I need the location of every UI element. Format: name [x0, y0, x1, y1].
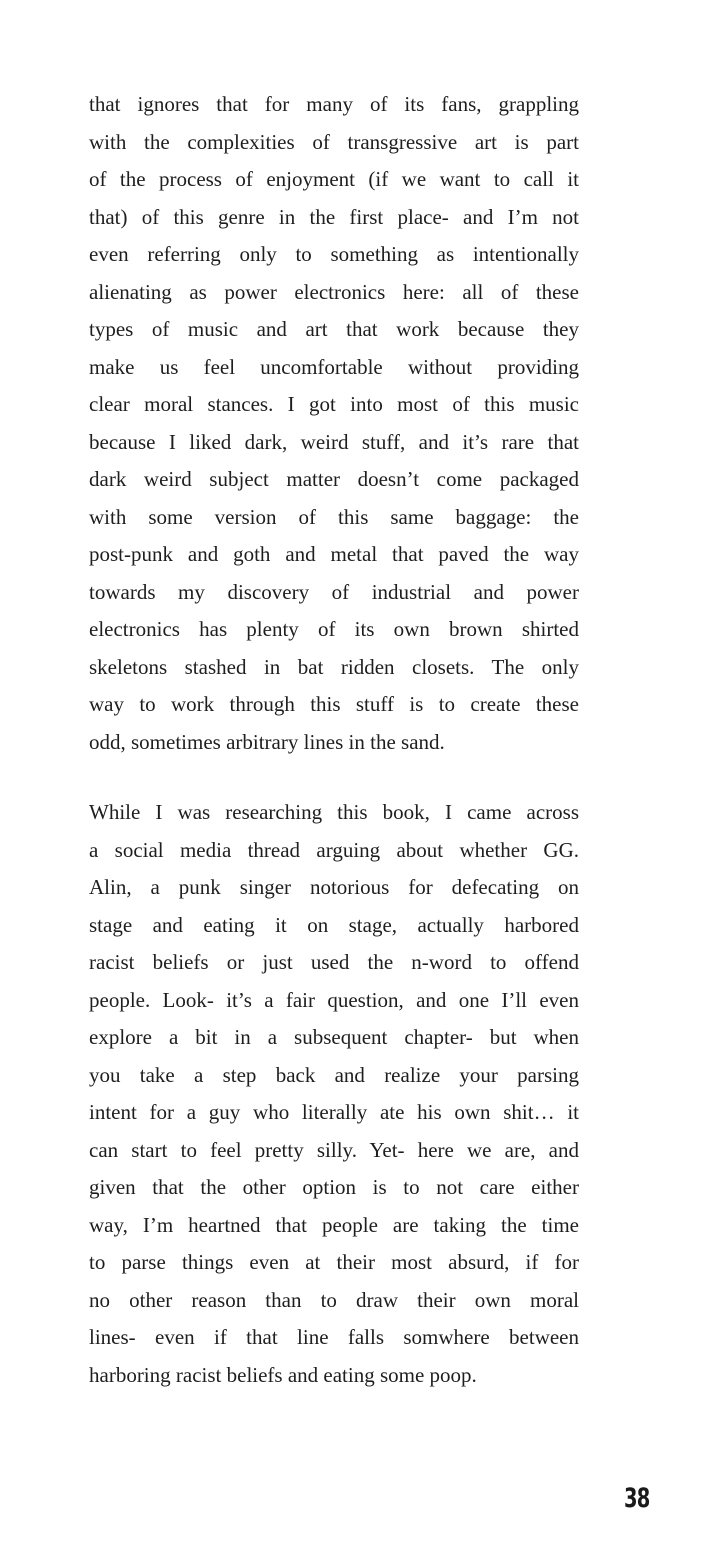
- text-line: with the complexities of transgressive art is part: [89, 129, 579, 154]
- text-line: clear moral stances. I got into most of this music: [89, 392, 579, 416]
- paragraph-2: [89, 794, 579, 1394]
- text-line: dark weird subject matter doesn’t come packaged: [89, 467, 579, 491]
- text-line: Alin, a punk singer notorious for defecating on: [89, 875, 579, 899]
- text-line: electronics has plenty of its own brown shirted: [89, 617, 579, 641]
- page-number: 38: [624, 1483, 650, 1514]
- text-line: way, I’m heartned that people are taking the time: [89, 1212, 579, 1237]
- paragraph-1: [89, 86, 579, 761]
- text-line: alienating as power electronics here: all of these: [89, 279, 579, 304]
- text-line: odd, sometimes arbitrary lines in the sand.: [89, 729, 445, 754]
- text-line: stage and eating it on stage, actually harbored: [89, 912, 579, 937]
- text-line: types of music and art that work because they: [89, 317, 579, 341]
- text-line: you take a step back and realize your parsing: [89, 1062, 579, 1087]
- text-line: with some version of this same baggage: the: [89, 504, 579, 529]
- text-line: While I was researching this book, I came across: [89, 800, 579, 824]
- text-line: of the process of enjoyment (if we want to call it: [89, 167, 579, 191]
- text-line: because I liked dark, weird stuff, and it’s rare that: [89, 429, 579, 454]
- text-line: harboring racist beliefs and eating some poop.: [89, 1362, 477, 1387]
- text-line: racist beliefs or just used the n-word to offend: [89, 950, 579, 974]
- text-line: no other reason than to draw their own moral: [89, 1287, 579, 1312]
- text-line: people. Look- it’s a fair question, and one I’ll even: [89, 987, 579, 1012]
- text-line: a social media thread arguing about whether GG.: [89, 837, 579, 862]
- text-line: can start to feel pretty silly. Yet- here we are, and: [89, 1137, 579, 1162]
- text-line: explore a bit in a subsequent chapter- but when: [89, 1025, 579, 1049]
- text-line: to parse things even at their most absurd, if for: [89, 1250, 579, 1274]
- text-line: given that the other option is to not care either: [89, 1175, 579, 1199]
- text-line: towards my discovery of industrial and power: [89, 579, 579, 604]
- text-line: that) of this genre in the first place- and I’m not: [89, 204, 579, 229]
- text-line: even referring only to something as intentionally: [89, 242, 579, 266]
- text-line: way to work through this stuff is to create these: [89, 692, 579, 716]
- text-line: lines- even if that line falls somwhere between: [89, 1325, 579, 1349]
- text-line: make us feel uncomfortable without providing: [89, 354, 579, 379]
- text-line: post-punk and goth and metal that paved the way: [89, 542, 579, 566]
- text-line: that ignores that for many of its fans, grappling: [89, 92, 579, 116]
- text-line: skeletons stashed in bat ridden closets. The only: [89, 654, 579, 679]
- text-line: intent for a guy who literally ate his own shit… it: [89, 1100, 579, 1124]
